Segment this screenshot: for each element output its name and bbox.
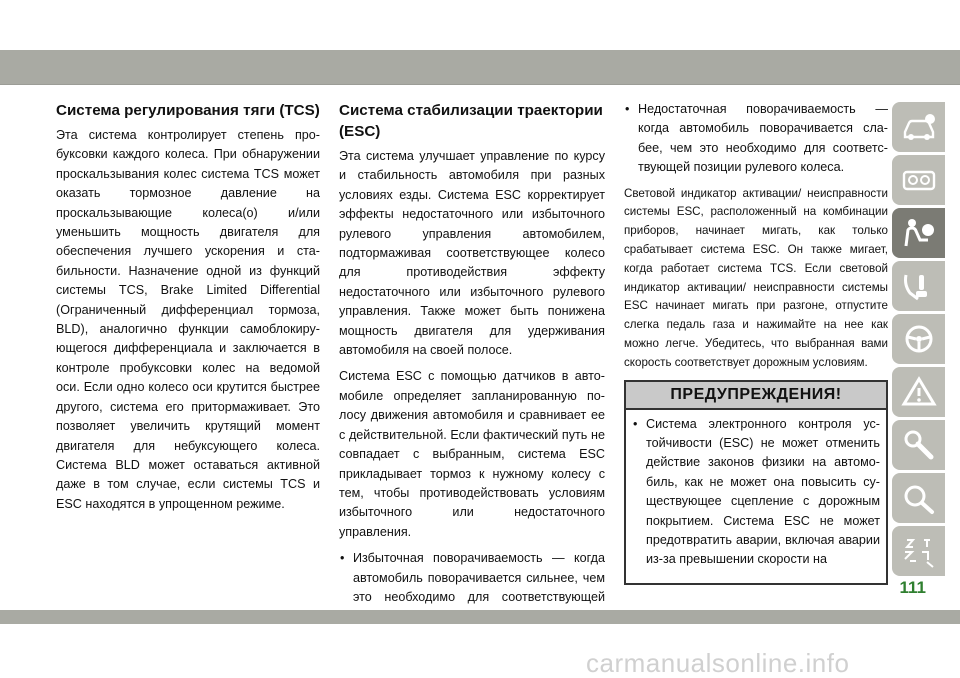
tab-steering[interactable] [892, 314, 945, 364]
header-bar [0, 50, 960, 84]
paragraph-esc-1: Эта система улучшает управление по курсу и стабильность автомобиля при разных условиях езды. Система ESC корректирует эффекты недостаточного или избыточного рулевого управления автомобилем, подтормаживая соответствующее колесо для противодействия эффекту недостаточного или избыточного рулевого управления. Также может быть понижена мощность двигателя для удерживания автомобиля на своей полосе. [339, 149, 605, 358]
tab-service[interactable] [892, 420, 945, 470]
top-margin [0, 0, 960, 50]
column-esc-continued [624, 100, 888, 585]
tab-safety[interactable] [892, 208, 945, 258]
tab-dashboard[interactable] [892, 155, 945, 205]
warning-list [632, 415, 880, 570]
column-esc [339, 100, 605, 634]
paragraph-esc-2: Система ESC с помощью датчиков в автомобиле определяет запланированную полосу движения автомобиля и сравнивает ее с действительной. Если фактический путь не совпадает с выбранным, система ESC прикладывает тормоз к нужному колесу с тем, чтобы противодействовать условиям избыточного или недостаточного управления. [339, 369, 605, 539]
starting-driving-icon [900, 269, 938, 303]
tab-car-info[interactable] [892, 102, 945, 152]
alphabet-index-icon [900, 534, 938, 568]
warning-title: ПРЕДУПРЕЖДЕНИЯ! [626, 382, 886, 410]
page-number: 111 [899, 578, 926, 597]
car-info-icon [900, 110, 938, 144]
tab-starting[interactable] [892, 261, 945, 311]
wrench-service-icon [900, 428, 938, 462]
dashboard-icon [900, 163, 938, 197]
paragraph-tcs: Эта система контролирует степень пробуксовки каждого колеса. При обнаружении проскальзывания колес система TCS может оказать тормозное давление на проскальзывающие колеса(о) и/или уменьшить мощность двигателя для обеспечения лучшего ускорения и стабильности. Назначение одной из функций системы TCS, Brake Limited Differential (Ограниченный дифференциал тормоза, BLD), аналогично функции самоблокирующегося дифференциала и заключается в контроле пробуксовки колес на ведомой оси. Если одно колесо оси крутится быстрее другого, система его притормаживает. Это позволяет увеличить крутящий момент двигателя для небуксующего колеса. Система BLD может оставаться активной даже в том случае, если системы TCS и ESC находятся в упрощенном режиме. [56, 128, 320, 511]
heading-esc: Система стабилизации траектории (ESC) [339, 102, 603, 140]
bullet-oversteer: • Избыточная поворачиваемость — когда автомобиль поворачивается сильнее, чем это необходимо для соответствующей [339, 549, 605, 627]
column-tcs [56, 100, 320, 521]
steering-wheel-icon [900, 322, 938, 356]
bullet-understeer: • Недостаточная поворачиваемость — когда автомобиль поворачивается слабее, чем это необходимо для соответствующей позиции рулевого колеса. [624, 100, 888, 178]
tab-specifications[interactable] [892, 473, 945, 523]
footer-bar [0, 610, 960, 624]
warning-triangle-icon [900, 375, 938, 409]
warning-body [626, 410, 886, 583]
warning-box [624, 380, 888, 585]
bullet-list-understeer [624, 100, 888, 178]
heading-tcs: Система регулирования тяги (TCS) [56, 102, 320, 119]
header-rule [0, 84, 960, 85]
tab-emergency[interactable] [892, 367, 945, 417]
warning-bullet: • Система электронного контроля устойчивости (ESC) не может отменить действие законов физики на автомобиль, как не может она повысить существующее сцепление с дорожным покрытием. Система ESC не может предотвратить аварии, включая аварии из-за превышении скорости на [632, 415, 880, 570]
tab-index[interactable] [892, 526, 945, 576]
indicator-text-block [624, 185, 888, 373]
specifications-icon [900, 481, 938, 515]
safety-airbag-icon [900, 216, 938, 250]
chapter-tabs [892, 102, 945, 579]
paragraph-indicator: Световой индикатор активации/ неисправности системы ESC, расположенный на комбинации приборов, начинает мигать, как только срабатывает система ESC. Он также мигает, когда работает система TCS. Если световой индикатор активации/ неисправности системы ESC начинает мигать при разгоне, отпустите слегка педаль газа и нажимайте на нее как можно легче. Убедитесь, что выбранная вами скорость соответствует дорожным условиям. [624, 186, 888, 369]
watermark: carmanualsonline.info [586, 648, 850, 678]
